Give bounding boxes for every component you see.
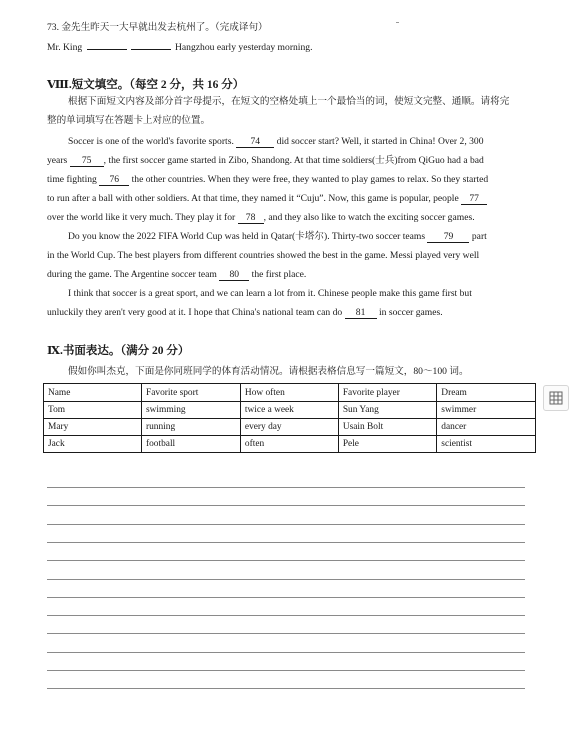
q73-end: Hangzhou early yesterday morning. xyxy=(175,42,313,53)
table-header-row xyxy=(44,384,536,402)
table-cell: every day xyxy=(240,419,338,436)
table-header-cell: Dream xyxy=(437,384,536,402)
table-cell: twice a week xyxy=(240,402,338,419)
passage-text: , and they also like to watch the exciting soccer games. xyxy=(263,212,475,223)
table-cell: Jack xyxy=(44,436,142,453)
passage-line xyxy=(47,155,484,167)
q73-answer-blank-1[interactable] xyxy=(87,49,127,50)
passage-text: the first place. xyxy=(249,269,307,280)
table-cell: Tom xyxy=(44,402,142,419)
blank-79[interactable]: 79 xyxy=(427,232,469,243)
table-cell: Pele xyxy=(338,436,436,453)
passage-text: unluckily they aren't very good at it. I hope that China's national team can do xyxy=(47,307,345,318)
blank-76[interactable]: 76 xyxy=(99,175,129,186)
table-header-cell: Favorite player xyxy=(338,384,436,402)
q73-answer-blank-2[interactable] xyxy=(131,49,171,50)
section8-instruction-line: 整的单词填写在答题卡上对应的位置。 xyxy=(47,115,211,126)
table-header-cell: Favorite sport xyxy=(142,384,241,402)
passage-text: did soccer start? Well, it started in China! Over 2, 300 xyxy=(274,136,484,147)
grid-icon[interactable] xyxy=(543,385,569,411)
blank-77[interactable]: 77 xyxy=(461,194,487,205)
blank-74[interactable]: 74 xyxy=(236,137,274,148)
writing-line[interactable] xyxy=(47,560,525,561)
writing-line[interactable] xyxy=(47,524,525,525)
passage-line xyxy=(47,307,443,319)
table-cell: scientist xyxy=(437,436,536,453)
table-cell: Mary xyxy=(44,419,142,436)
table-cell: dancer xyxy=(437,419,536,436)
passage-text: in soccer games. xyxy=(376,307,443,318)
passage-text: time fighting xyxy=(47,174,100,185)
passage-text: to run after a ball with other soldiers. At that time, they named it “Cuju”. Now, this game is popular, people xyxy=(47,193,462,204)
passage-text: years xyxy=(47,155,70,166)
passage-text: part xyxy=(469,231,487,242)
passage-text: during the game. The Argentine soccer team xyxy=(47,269,220,280)
passage-line xyxy=(47,269,306,281)
passage-text: Do you know the 2022 FIFA World Cup was held in Qatar(卡塔尔). Thirty-two soccer teams xyxy=(68,231,428,242)
writing-line[interactable] xyxy=(47,597,525,598)
q73-sentence xyxy=(47,42,312,54)
passage-text: in the World Cup. The best players from different countries showed the best in the game. Messi played very well xyxy=(47,250,480,261)
writing-line[interactable] xyxy=(47,615,525,616)
passage-line xyxy=(68,136,484,148)
passage-line xyxy=(68,231,487,243)
table-row xyxy=(44,436,536,453)
table-row xyxy=(44,402,536,419)
scan-mark xyxy=(396,22,399,23)
passage-text: , the first soccer game started in Zibo, Shandong. At that time soldiers(士兵)from QiGuo had a bad xyxy=(103,155,484,166)
table-header-cell: How often xyxy=(240,384,338,402)
writing-line[interactable] xyxy=(47,670,525,671)
blank-75[interactable]: 75 xyxy=(70,156,104,167)
table-cell: football xyxy=(142,436,241,453)
grid-icon-glyph xyxy=(549,391,563,405)
passage-line xyxy=(47,193,487,205)
table-cell: swimming xyxy=(142,402,241,419)
table-cell: Sun Yang xyxy=(338,402,436,419)
passage-text: the other countries. When they were free, they wanted to play games to relax. So they started xyxy=(129,174,489,185)
table-cell: running xyxy=(142,419,241,436)
sports-table xyxy=(43,383,536,453)
table-cell: swimmer xyxy=(437,402,536,419)
passage-line xyxy=(47,250,479,262)
table-row xyxy=(44,419,536,436)
section9-instruction: 假如你叫杰克，下面是你同班同学的体育活动情况。请根据表格信息写一篇短文，80～100 词。 xyxy=(68,366,469,377)
passage-text: Soccer is one of the world's favorite sports. xyxy=(68,136,237,147)
table-cell: Usain Bolt xyxy=(338,419,436,436)
passage-line xyxy=(68,288,472,300)
writing-line[interactable] xyxy=(47,688,525,689)
blank-78[interactable]: 78 xyxy=(238,213,264,224)
q73-start: Mr. King xyxy=(47,42,83,53)
writing-line[interactable] xyxy=(47,579,525,580)
section8-heading: Ⅷ.短文填空。（每空 2 分，共 16 分） xyxy=(47,79,245,91)
table-header-cell: Name xyxy=(44,384,142,402)
passage-text: over the world like it very much. They play it for xyxy=(47,212,238,223)
q73-prompt: 73. 金先生昨天一大早就出发去杭州了。（完成译句） xyxy=(47,22,268,33)
passage-text: I think that soccer is a great sport, and we can learn a lot from it. Chinese people make this game first but xyxy=(68,288,472,299)
writing-line[interactable] xyxy=(47,542,525,543)
writing-line[interactable] xyxy=(47,633,525,634)
passage-line xyxy=(47,212,475,224)
table-cell: often xyxy=(240,436,338,453)
writing-line[interactable] xyxy=(47,652,525,653)
writing-line[interactable] xyxy=(47,505,525,506)
blank-80[interactable]: 80 xyxy=(219,270,249,281)
passage-line xyxy=(47,174,488,186)
section9-heading: Ⅸ.书面表达。（满分 20 分） xyxy=(47,345,190,357)
writing-line[interactable] xyxy=(47,487,525,488)
section8-instruction-line: 根据下面短文内容及部分首字母提示，在短文的空格处填上一个最恰当的词，使短文完整、通顺。请将完 xyxy=(68,96,510,107)
blank-81[interactable]: 81 xyxy=(345,308,377,319)
